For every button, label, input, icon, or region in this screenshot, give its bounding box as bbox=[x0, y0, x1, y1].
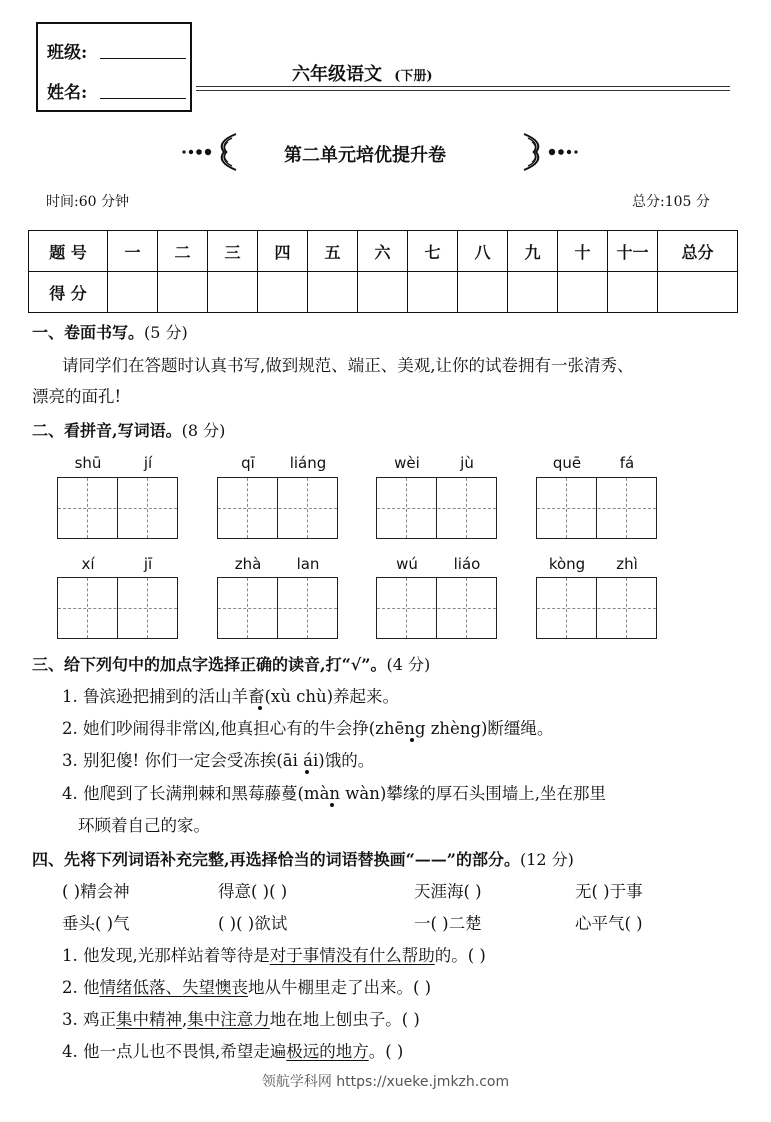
exam-title: 第二单元培优提升卷 bbox=[284, 145, 446, 166]
section3-q2: 2. 她们吵闹得非常凶,他真担心有的牛会挣(zhēng zhèng)断缰绳。 bbox=[62, 719, 554, 738]
score-header-cell: 七 bbox=[408, 231, 458, 272]
fill-word[interactable]: 心平气( ) bbox=[575, 914, 643, 933]
writing-grid[interactable] bbox=[536, 477, 657, 539]
pinyin-label: zhà bbox=[234, 555, 262, 573]
right-ornament-icon bbox=[522, 130, 582, 174]
total-label: 总分:105 分 bbox=[632, 194, 710, 210]
score-header-row bbox=[29, 231, 738, 272]
fill-word[interactable]: 一( )二楚 bbox=[414, 914, 482, 933]
volume-text: (下册) bbox=[394, 69, 433, 84]
fill-word[interactable]: 无( )于事 bbox=[575, 882, 643, 901]
fill-word[interactable]: ( )精会神 bbox=[62, 882, 130, 901]
emphasis-dot bbox=[258, 706, 262, 710]
pinyin-label: liáo bbox=[453, 555, 481, 573]
section1-points: (5 分) bbox=[144, 323, 188, 342]
score-header-cell: 四 bbox=[258, 231, 308, 272]
section1-line1: 请同学们在答题时认真书写,做到规范、端正、美观,让你的试卷拥有一张清秀、 bbox=[62, 356, 634, 375]
pinyin-label: wú bbox=[396, 555, 418, 573]
pinyin-label: lan bbox=[296, 555, 320, 573]
student-info-box bbox=[36, 22, 192, 112]
pinyin-label: liáng bbox=[289, 454, 327, 472]
writing-grid[interactable] bbox=[57, 477, 178, 539]
score-header-cell: 三 bbox=[208, 231, 258, 272]
replace-sentence-1 bbox=[62, 942, 486, 966]
score-header-cell: 六 bbox=[358, 231, 408, 272]
writing-grid[interactable] bbox=[536, 577, 657, 639]
fill-word[interactable]: 天涯海( ) bbox=[414, 882, 482, 901]
section3-q4b: 环顾着自己的家。 bbox=[78, 816, 210, 835]
section3-title bbox=[32, 652, 430, 675]
left-ornament-icon bbox=[178, 130, 238, 174]
sentence-text: 1. 他发现,光那样站着等待是 bbox=[62, 946, 270, 965]
section3-points: (4 分) bbox=[386, 655, 431, 674]
score-header-cell: 八 bbox=[458, 231, 508, 272]
writing-grid[interactable] bbox=[376, 577, 497, 639]
replace-sentence-3 bbox=[62, 1006, 420, 1030]
fill-word[interactable]: ( )( )欲试 bbox=[218, 914, 288, 933]
fill-word[interactable]: 垂头( )气 bbox=[62, 914, 130, 933]
sentence-text: 4. 他一点儿也不畏惧,希望走遍 bbox=[62, 1042, 287, 1061]
score-cell[interactable] bbox=[658, 272, 738, 313]
section4-points: (12 分) bbox=[519, 850, 574, 869]
score-cell[interactable] bbox=[458, 272, 508, 313]
pinyin-label: shū bbox=[74, 454, 102, 472]
section1-title bbox=[32, 320, 188, 343]
emphasis-dot bbox=[410, 738, 414, 742]
score-cell[interactable] bbox=[308, 272, 358, 313]
score-cell[interactable] bbox=[158, 272, 208, 313]
answer-blank[interactable]: 的。( ) bbox=[434, 946, 486, 965]
emphasis-dot bbox=[305, 770, 309, 774]
section3-q4a: 4. 他爬到了长满荆棘和黑莓藤蔓(màn wàn)攀缘的厚石头围墙上,坐在那里 bbox=[62, 784, 607, 803]
sentence-text: 2. 他 bbox=[62, 978, 100, 997]
answer-blank[interactable]: 地从牛棚里走了出来。( ) bbox=[248, 978, 432, 997]
section1-line2: 漂亮的面孔! bbox=[32, 387, 122, 406]
sentence-text: , bbox=[182, 1010, 188, 1029]
writing-grid[interactable] bbox=[217, 577, 338, 639]
score-header-cell: 二 bbox=[158, 231, 208, 272]
writing-grid[interactable] bbox=[57, 577, 178, 639]
score-cell[interactable] bbox=[508, 272, 558, 313]
replace-sentence-2 bbox=[62, 974, 431, 998]
header-rule-top bbox=[196, 86, 730, 87]
section1-title-text: 一、卷面书写。 bbox=[32, 323, 145, 342]
section2-points: (8 分) bbox=[181, 421, 226, 440]
sentence-text: 3. 鸡正 bbox=[62, 1010, 116, 1029]
pinyin-label: jī bbox=[143, 555, 153, 573]
score-row-label: 得 分 bbox=[29, 272, 108, 313]
replace-sentence-4 bbox=[62, 1038, 403, 1062]
pinyin-label: kòng bbox=[548, 555, 586, 573]
score-cell[interactable] bbox=[108, 272, 158, 313]
underlined-phrase: 集中精神 bbox=[116, 1010, 182, 1029]
underlined-phrase: 集中注意力 bbox=[187, 1010, 270, 1029]
score-header-cell: 一 bbox=[108, 231, 158, 272]
writing-grid[interactable] bbox=[217, 477, 338, 539]
underlined-phrase: 对于事情没有什么帮助 bbox=[269, 946, 435, 965]
pinyin-label: quē bbox=[552, 454, 582, 472]
pinyin-label: jí bbox=[143, 454, 153, 472]
pinyin-label: jù bbox=[460, 454, 474, 472]
score-header-cell: 九 bbox=[508, 231, 558, 272]
fill-word[interactable]: 得意( )( ) bbox=[218, 882, 288, 901]
class-label: 班级: bbox=[47, 43, 88, 63]
section3-q1: 1. 鲁滨逊把捕到的活山羊畜(xù chù)养起来。 bbox=[62, 687, 400, 706]
footer-watermark: 领航学科网 https://xueke.jmkzh.com bbox=[261, 1074, 510, 1090]
name-label: 姓名: bbox=[47, 83, 88, 103]
score-value-row bbox=[29, 272, 738, 313]
section2-title bbox=[32, 418, 225, 441]
score-header-cell: 总分 bbox=[658, 231, 738, 272]
subject-title bbox=[292, 60, 433, 86]
score-table bbox=[28, 230, 738, 313]
writing-grid[interactable] bbox=[376, 477, 497, 539]
score-cell[interactable] bbox=[558, 272, 608, 313]
score-header-cell: 五 bbox=[308, 231, 358, 272]
score-header-cell: 十 bbox=[558, 231, 608, 272]
section4-title-text: 四、先将下列词语补充完整,再选择恰当的词语替换画“——”的部分。 bbox=[32, 850, 520, 869]
subject-text: 六年级语文 bbox=[292, 64, 382, 85]
class-field[interactable] bbox=[100, 58, 186, 59]
section2-title-text: 二、看拼音,写词语。 bbox=[32, 421, 182, 440]
score-cell[interactable] bbox=[408, 272, 458, 313]
score-cell[interactable] bbox=[208, 272, 258, 313]
time-label: 时间:60 分钟 bbox=[46, 194, 129, 210]
underlined-phrase: 情绪低落、失望懊丧 bbox=[99, 978, 248, 997]
score-header-cell: 题 号 bbox=[29, 231, 108, 272]
pinyin-label: wèi bbox=[394, 454, 420, 472]
pinyin-label: zhì bbox=[616, 555, 638, 573]
underlined-phrase: 极远的地方 bbox=[286, 1042, 369, 1061]
answer-blank[interactable]: 。( ) bbox=[368, 1042, 404, 1061]
answer-blank[interactable]: 地在地上刨虫子。( ) bbox=[269, 1010, 420, 1029]
emphasis-dot bbox=[330, 803, 334, 807]
pinyin-label: fá bbox=[619, 454, 635, 472]
pinyin-label: xí bbox=[81, 555, 95, 573]
header-rule-bottom bbox=[196, 90, 730, 91]
section3-q3: 3. 别犯傻! 你们一定会受冻挨(āi ái)饿的。 bbox=[62, 751, 375, 770]
name-field[interactable] bbox=[100, 98, 186, 99]
score-cell[interactable] bbox=[608, 272, 658, 313]
score-cell[interactable] bbox=[358, 272, 408, 313]
score-header-cell: 十一 bbox=[608, 231, 658, 272]
score-cell[interactable] bbox=[258, 272, 308, 313]
section4-title bbox=[32, 847, 574, 870]
pinyin-label: qī bbox=[241, 454, 255, 472]
section3-title-text: 三、给下列句中的加点字选择正确的读音,打“√”。 bbox=[32, 655, 387, 674]
